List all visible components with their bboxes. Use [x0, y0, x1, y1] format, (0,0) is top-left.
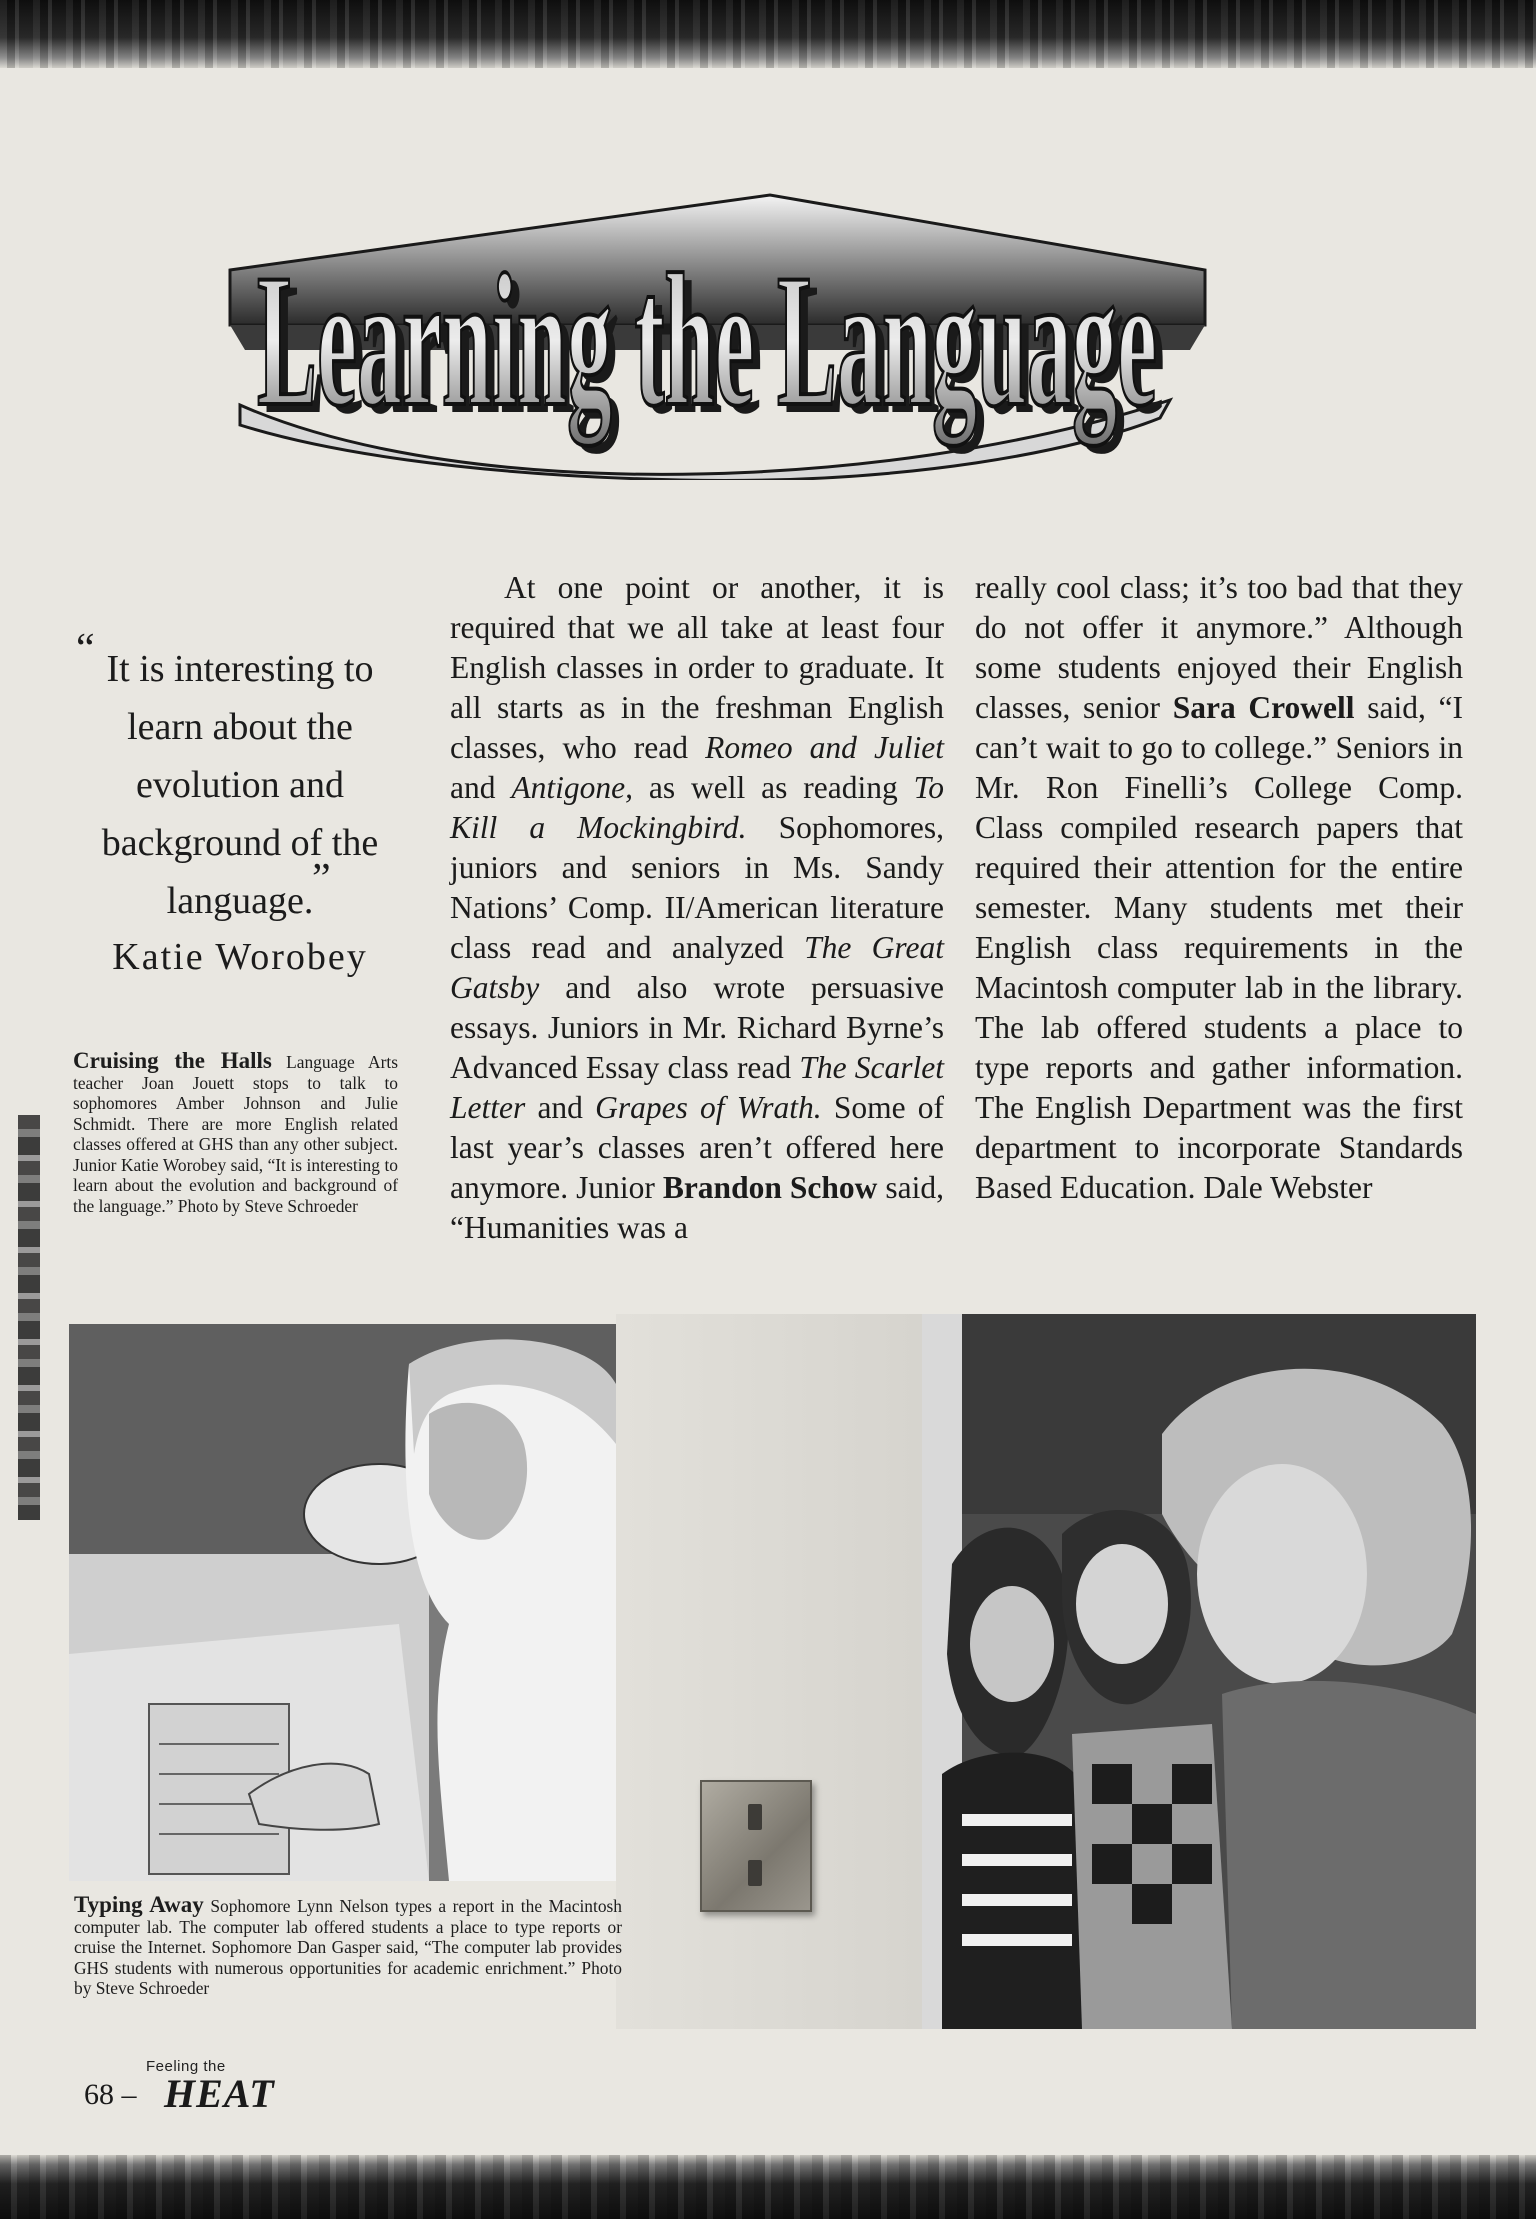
article-column-1: At one point or another, it is required that we all take at least four English classes in order to graduate. It all starts as in the freshman English classes, who read Romeo and Juliet and Antigone, as well as reading To Kill a Mockingbird. Sophomores, juniors and seniors in Ms. Sandy Nations’ Comp. II/American literature class read and analyzed The Great Gatsby and also wrote persuasive essays. Juniors in Mr. Richard Byrne’s Advanced Essay class read The Scarlet Letter and Grapes of Wrath. Some of last year’s classes aren’t offered here anymore. Junior Brandon Schow said, “Humanities was a — [450, 570, 944, 1245]
pull-quote-text: It is interesting to learn about the evolution and background of the language. — [101, 648, 379, 922]
folio-section-label: Feeling the — [146, 2058, 226, 2075]
title-text: Learning the Language — [257, 236, 1157, 446]
photo-typing-student — [69, 1324, 616, 1881]
switch-toggle — [748, 1860, 762, 1886]
caption-headline: Typing Away — [74, 1892, 204, 1917]
book-title: Antigone, — [511, 770, 633, 805]
caption-body: Language Arts teacher Joan Jouett stops to talk to sophomores Amber Johnson and Julie Schmidt. There are more English related classes offered at GHS than any other subject. Junior Katie Worobey said, “It is interesting to learn about the evolution and background of the language.” Photo by Steve Schroeder — [73, 1052, 398, 1216]
pull-quote-author: Katie Worobey — [112, 936, 368, 978]
pull-quote — [70, 626, 410, 984]
caption-headline: Cruising the Halls — [73, 1048, 272, 1073]
book-title: Romeo and Juliet — [705, 730, 944, 765]
close-quote-mark: ” — [312, 856, 331, 902]
scan-edge-left — [18, 1115, 40, 1520]
page-number: 68 – — [84, 2078, 137, 2111]
photo-caption-halls — [73, 1048, 398, 1216]
scan-edge-top — [0, 0, 1536, 68]
photo-hallway-students — [922, 1314, 1476, 2029]
light-switch-plate — [700, 1780, 812, 1912]
folio-heat-logo: HEAT — [164, 2071, 275, 2116]
student-name: Brandon Schow — [662, 1170, 878, 1205]
photo-wall-background — [616, 1314, 922, 2029]
page-title — [210, 150, 1210, 480]
open-quote-mark: “ — [76, 626, 95, 672]
title-shadow: Learning the Language — [265, 244, 1165, 454]
caption-body: Sophomore Lynn Nelson types a report in the Macintosh computer lab. The computer lab offered students a place to type reports or cruise the Internet. Sophomore Dan Gasper said, “The computer lab provides GHS students with numerous opportunities for academic enrichment.” Photo by Steve Schroeder — [74, 1896, 622, 1999]
photo-caption-typing — [74, 1892, 622, 1999]
scan-edge-bottom — [0, 2155, 1536, 2219]
book-title: Grapes of Wrath. — [595, 1090, 822, 1125]
student-name: Sara Crowell — [1172, 690, 1355, 725]
book-title: The Great Gatsby — [450, 930, 944, 1005]
book-title: The Scarlet Letter — [450, 1050, 944, 1125]
article-column-2: really cool class; it’s too bad that they do not offer it anymore.” Although some students enjoyed their English classes, senior Sara Crowell said, “I can’t wait to go to college.” Seniors in Mr. Ron Finelli’s College Comp. Class compiled research papers that required their attention for the entire semester. Many students met their English class requirements in the Macintosh computer lab in the library. The lab offered students a place to type reports and gather information. The English Department was the first department to incorporate Standards Based Education. Dale Webster — [975, 570, 1463, 1205]
book-title: To Kill a Mockingbird. — [450, 770, 944, 845]
switch-toggle — [748, 1804, 762, 1830]
